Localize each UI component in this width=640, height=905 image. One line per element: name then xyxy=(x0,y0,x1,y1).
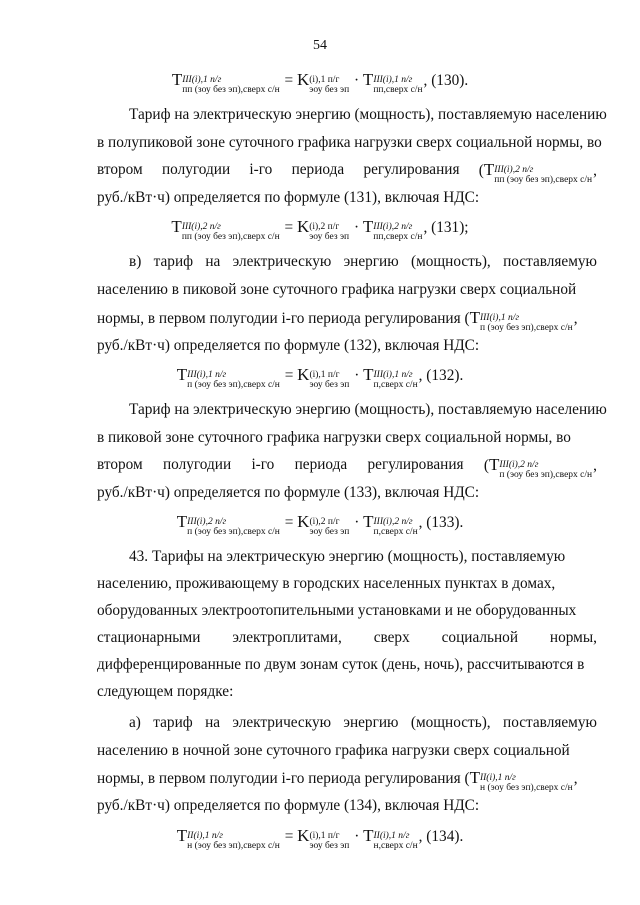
formula-130: T III(i),1 п/г пп (зоу без эп),сверх с/н = K (i),1 п/г эоу без эп · T III(i),1 п/г пп,сверх с/н , (130). xyxy=(171,70,469,95)
formula-sup: (i),2 п/г xyxy=(309,517,340,527)
word: нормы, xyxy=(549,629,597,646)
formula-number: , (131); xyxy=(423,219,469,236)
formula-sup: III(i),2 п/г xyxy=(373,222,413,232)
formula-sup: III(i),1 п/г xyxy=(373,370,413,380)
formula-sub: эоу без эп xyxy=(309,380,350,390)
formula-sub: н,сверх с/н xyxy=(373,841,418,851)
word: i-го xyxy=(251,456,275,473)
formula-sup: (i),2 п/г xyxy=(309,222,340,232)
formula-sub: п,сверх с/н xyxy=(373,527,418,537)
formula-sub: пп (эоу без эп),сверх с/н xyxy=(181,232,280,242)
word: на xyxy=(205,253,221,270)
formula-sup: (i),1 п/г xyxy=(309,75,340,85)
formula-sub: п (эоу без эп),сверх с/н xyxy=(187,527,280,537)
word: регулирования xyxy=(363,161,460,178)
paragraph-line: руб./кВт·ч) определяется по формуле (132), включая НДС: xyxy=(97,337,480,354)
paragraph-line: руб./кВт·ч) определяется по формуле (131), включая НДС: xyxy=(97,189,480,206)
paragraph-line: оборудованных электроотопительными установками и не оборудованных xyxy=(97,602,577,619)
formula-sub: н (эоу без эп),сверх с/н xyxy=(479,783,573,793)
paragraph-line: дифференцированные по двум зонам суток (день, ночь), рассчитываются в xyxy=(97,656,585,673)
formula-sup: III(i),1 п/г xyxy=(182,75,222,85)
word: (мощность), xyxy=(410,714,491,731)
paragraph-line: населению в ночной зоне суточного графика нагрузки сверх социальной xyxy=(97,742,570,759)
word: периода xyxy=(291,161,345,178)
formula-sup: (i),1 п/г xyxy=(309,370,340,380)
word: тариф xyxy=(153,253,194,270)
formula-sub: эоу без эп xyxy=(309,85,350,95)
word: на xyxy=(205,714,221,731)
word: полугодии xyxy=(162,456,232,473)
formula-sup: (i),1 п/г xyxy=(309,831,340,841)
paragraph-line xyxy=(129,713,597,733)
paragraph-line: следующем порядке: xyxy=(97,683,234,700)
word: тариф xyxy=(153,714,193,731)
inline-tariff-symbol: (T III(i),2 п/г пп (эоу без эп),сверх с/н , xyxy=(478,160,597,185)
formula-number: , (134). xyxy=(418,828,464,845)
formula-sub: эоу без эп xyxy=(309,841,350,851)
text-run: нормы, в первом полугодии i-го периода регулирования xyxy=(97,310,461,327)
paragraph-line: руб./кВт·ч) определяется по формуле (133), включая НДС: xyxy=(97,484,480,501)
word: втором xyxy=(97,161,143,178)
paragraph-line xyxy=(97,455,597,480)
paragraph-line: Тариф на электрическую энергию (мощность), поставляемую населению xyxy=(129,401,607,418)
formula-sup: III(i),2 п/г xyxy=(373,517,413,527)
word: втором xyxy=(97,456,143,473)
formula-number: , (132). xyxy=(418,367,464,384)
formula-number: , (130). xyxy=(423,72,469,89)
formula-sup: III(i),1 п/г xyxy=(479,313,520,323)
word: периода xyxy=(294,456,348,473)
page-number: 54 xyxy=(313,38,327,53)
word: стационарными xyxy=(97,629,201,646)
formula-sup: III(i),2 п/г xyxy=(499,460,539,470)
paragraph-line: Тариф на электрическую энергию (мощность), поставляемую населению xyxy=(129,106,607,123)
paragraph-line xyxy=(97,628,597,648)
formula-sub: п (эоу без эп),сверх с/н xyxy=(499,470,593,480)
formula-sup: III(i),2 п/г xyxy=(187,517,227,527)
formula-sub: п (эоу без эп),сверх с/н xyxy=(187,380,280,390)
word: а) xyxy=(129,714,141,731)
formula-sup: III(i),1 п/г xyxy=(187,370,227,380)
inline-tariff-symbol: (T III(i),2 п/г п (эоу без эп),сверх с/н , xyxy=(483,455,597,480)
formula-sub: п (эоу без эп),сверх с/н xyxy=(479,323,573,333)
formula-133: T III(i),2 п/г п (эоу без эп),сверх с/н = K (i),2 п/г эоу без эп · T III(i),2 п/г п,сверх с/н , (133). xyxy=(176,512,464,537)
formula-number: , (133). xyxy=(418,514,464,531)
formula-sub: пп,сверх с/н xyxy=(373,85,423,95)
formula-sub: пп (зоу без эп),сверх с/н xyxy=(182,85,280,95)
word: поставляемую xyxy=(503,253,597,270)
word: социальной xyxy=(441,629,519,646)
paragraph-line xyxy=(97,160,597,185)
formula-132: T III(i),1 п/г п (эоу без эп),сверх с/н = K (i),1 п/г эоу без эп · T III(i),1 п/г п,сверх с/н , (132). xyxy=(176,365,464,390)
word: энергию xyxy=(343,253,399,270)
word: полугодии xyxy=(161,161,231,178)
word: энергию xyxy=(343,714,399,731)
formula-sup: II(i),1 п/г xyxy=(479,773,516,783)
paragraph-line: руб./кВт·ч) определяется по формуле (134), включая НДС: xyxy=(97,797,480,814)
word: сверх xyxy=(373,629,410,646)
word: электроплитами, xyxy=(232,629,342,646)
paragraph-line: 43. Тарифы на электрическую энергию (мощность), поставляемую xyxy=(129,548,566,565)
paragraph-line xyxy=(129,252,597,272)
formula-134: T II(i),1 п/г н (эоу без эп),сверх с/н = K (i),1 п/г эоу без эп · T II(i),1 п/г н,сверх с/н , (134). xyxy=(176,826,464,851)
formula-sub: н (эоу без эп),сверх с/н xyxy=(187,841,280,851)
formula-131: T III(i),2 п/г пп (эоу без эп),сверх с/н = K (i),2 п/г эоу без эп · T III(i),2 п/г пп,сверх с/н , (131); xyxy=(171,217,469,242)
word: электрическую xyxy=(232,253,332,270)
paragraph-line: в пиковой зоне суточного графика нагрузки сверх социальной нормы, во xyxy=(97,429,571,446)
word: электрическую xyxy=(232,714,332,731)
paragraph-line: в полупиковой зоне суточного графика нагрузки сверх социальной нормы, во xyxy=(97,134,602,151)
inline-tariff-symbol: (T III(i),1 п/г п (эоу без эп),сверх с/н , xyxy=(464,308,578,333)
formula-sub: пп,сверх с/н xyxy=(373,232,423,242)
formula-sup: II(i),1 п/г xyxy=(187,831,224,841)
text-run: нормы, в первом полугодии i-го периода регулирования xyxy=(97,770,461,787)
word: i-го xyxy=(249,161,273,178)
word: поставляемую xyxy=(503,714,597,731)
word: (мощность), xyxy=(410,253,491,270)
formula-sub: эоу без эп xyxy=(309,527,350,537)
formula-sup: III(i),2 п/г xyxy=(181,222,221,232)
inline-tariff-symbol: (T II(i),1 п/г н (эоу без эп),сверх с/н , xyxy=(464,768,578,793)
paragraph-line: населению, проживающему в городских населенных пунктах в домах, xyxy=(97,575,556,592)
formula-sup: II(i),1 п/г xyxy=(373,831,410,841)
word: в) xyxy=(129,253,142,270)
formula-sub: п,сверх с/н xyxy=(373,380,418,390)
word: регулирования xyxy=(367,456,464,473)
paragraph-line xyxy=(97,768,597,793)
paragraph-line xyxy=(97,308,597,333)
formula-sub: пп (эоу без эп),сверх с/н xyxy=(494,175,593,185)
paragraph-line: населению в пиковой зоне суточного графика нагрузки сверх социальной xyxy=(97,281,577,298)
formula-sub: эоу без эп xyxy=(309,232,350,242)
formula-sup: III(i),2 п/г xyxy=(494,165,534,175)
formula-sup: III(i),1 п/г xyxy=(373,75,413,85)
